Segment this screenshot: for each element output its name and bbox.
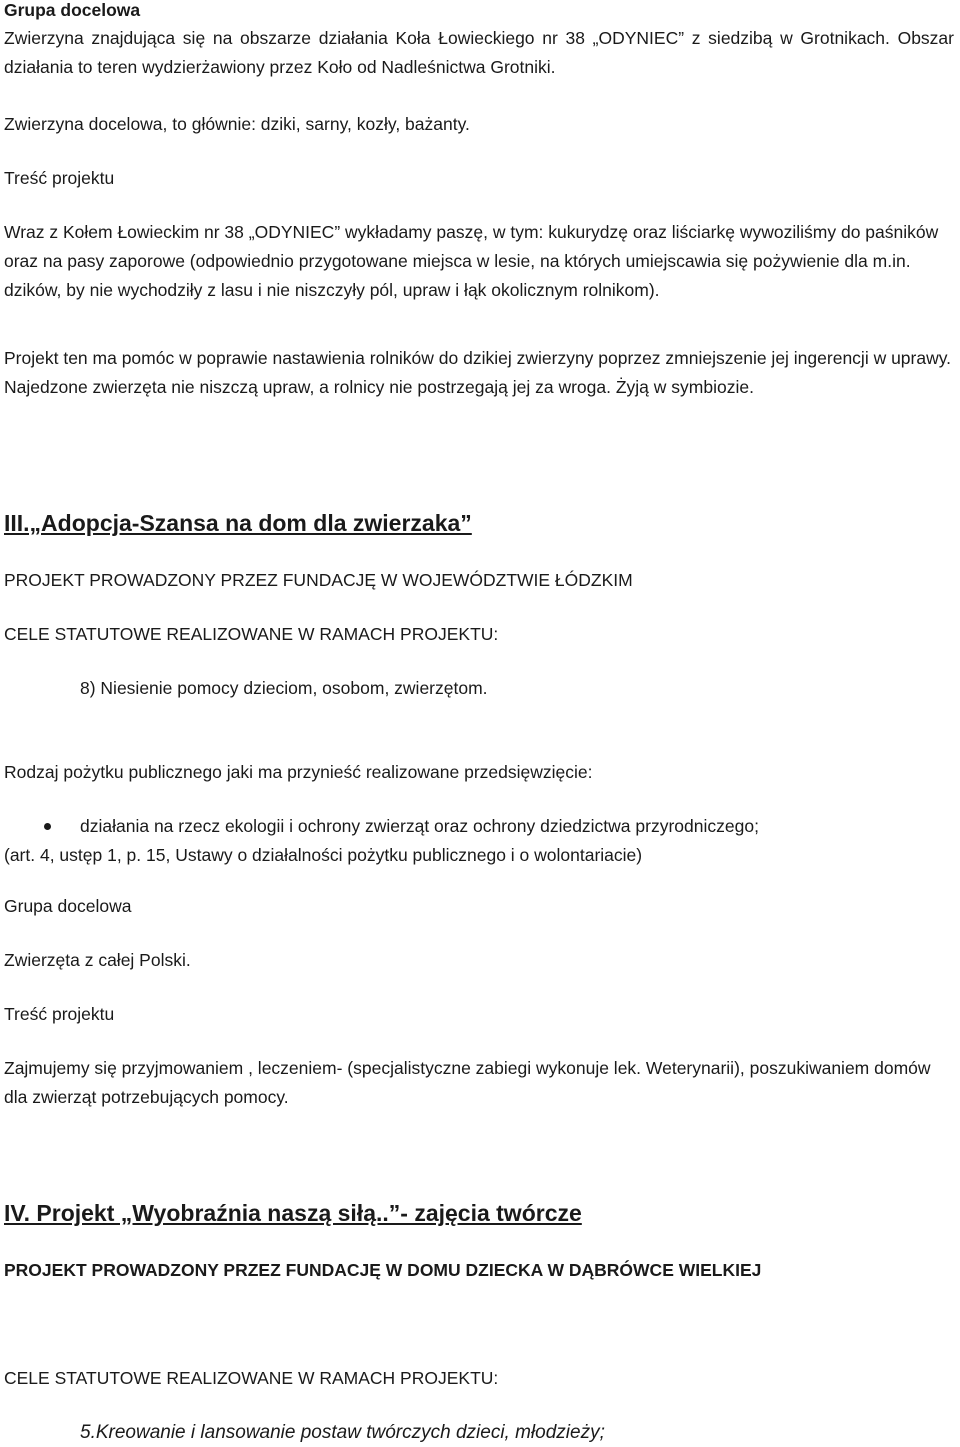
section3-benefit-heading: Rodzaj pożytku publicznego jaki ma przynieść realizowane przedsięwzięcie: (4, 762, 593, 782)
section3-run-by: PROJEKT PROWADZONY PRZEZ FUNDACJĘ W WOJEWÓDZTWIE ŁÓDZKIM (4, 570, 633, 590)
section3-target-group-heading: Grupa docelowa (4, 896, 132, 916)
section4-run-by: PROJEKT PROWADZONY PRZEZ FUNDACJĘ W DOMU DZIECKA W DĄBRÓWCE WIELKIEJ (4, 1260, 762, 1280)
section2-content-p2: Projekt ten ma pomóc w poprawie nastawienia rolników do dzikiej zwierzyny poprzez zmniejszenie jej ingerencji w uprawy. Najedzone zwierzęta nie niszczą upraw, a rolnicy nie postrzegają jej za wroga. Żyją w symbiozie. (4, 348, 952, 397)
section4-title: IV. Projekt „Wyobraźnia naszą siłą..”- zajęcia twórcze (4, 1200, 582, 1226)
section4-goals-heading: CELE STATUTOWE REALIZOWANE W RAMACH PROJEKTU: (4, 1368, 499, 1388)
section2-content-heading: Treść projektu (4, 168, 115, 188)
section3-goals-heading: CELE STATUTOWE REALIZOWANE W RAMACH PROJEKTU: (4, 624, 499, 644)
section3-goal-item: 8) Niesienie pomocy dzieciom, osobom, zwierzętom. (80, 678, 488, 698)
section2-content-p1: Wraz z Kołem Łowieckim nr 38 „ODYNIEC” wykładamy paszę, w tym: kukurydzę oraz liściarkę wywoziliśmy do paśników oraz na pasy zaporowe (odpowiednio przygotowane miejsca w lesie, na których umiejscawia się pożywienie dla m.in. dzików, by nie wychodziły z lasu i nie niszczyły pól, upraw i łąk okolicznym rolnikom). (4, 222, 939, 300)
section3-target-group-text: Zwierzęta z całej Polski. (4, 950, 191, 970)
section3-benefit-ref: (art. 4, ustęp 1, p. 15, Ustawy o działalności pożytku publicznego i o wolontariacie) (4, 845, 643, 865)
section2-target-group-heading: Grupa docelowa (4, 0, 141, 20)
section2-target-group-text: Zwierzyna znajdująca się na obszarze działania Koła Łowieckiego nr 38 „ODYNIEC” z siedzibą w Grotnikach. Obszar działania to teren wydzierżawiony przez Koło od Nadleśnictwa Grotniki. (4, 28, 954, 77)
section3-benefit-bullet: działania na rzecz ekologii i ochrony zwierząt oraz ochrony dziedzictwa przyrodniczego; (80, 816, 759, 836)
section4-goal-item: 5.Kreowanie i lansowanie postaw twórczych dzieci, młodzieży; (80, 1422, 605, 1443)
section3-title: III.„Adopcja-Szansa na dom dla zwierzaka” (4, 510, 472, 536)
section3-content-heading: Treść projektu (4, 1004, 115, 1024)
section2-target-species: Zwierzyna docelowa, to głównie: dziki, sarny, kozły, bażanty. (4, 114, 470, 134)
bullet-dot-icon (44, 823, 51, 830)
section3-content-text: Zajmujemy się przyjmowaniem , leczeniem- (specjalistyczne zabiegi wykonuje lek. Weterynarii), poszukiwaniem domów dla zwierząt potrzebujących pomocy. (4, 1058, 931, 1107)
